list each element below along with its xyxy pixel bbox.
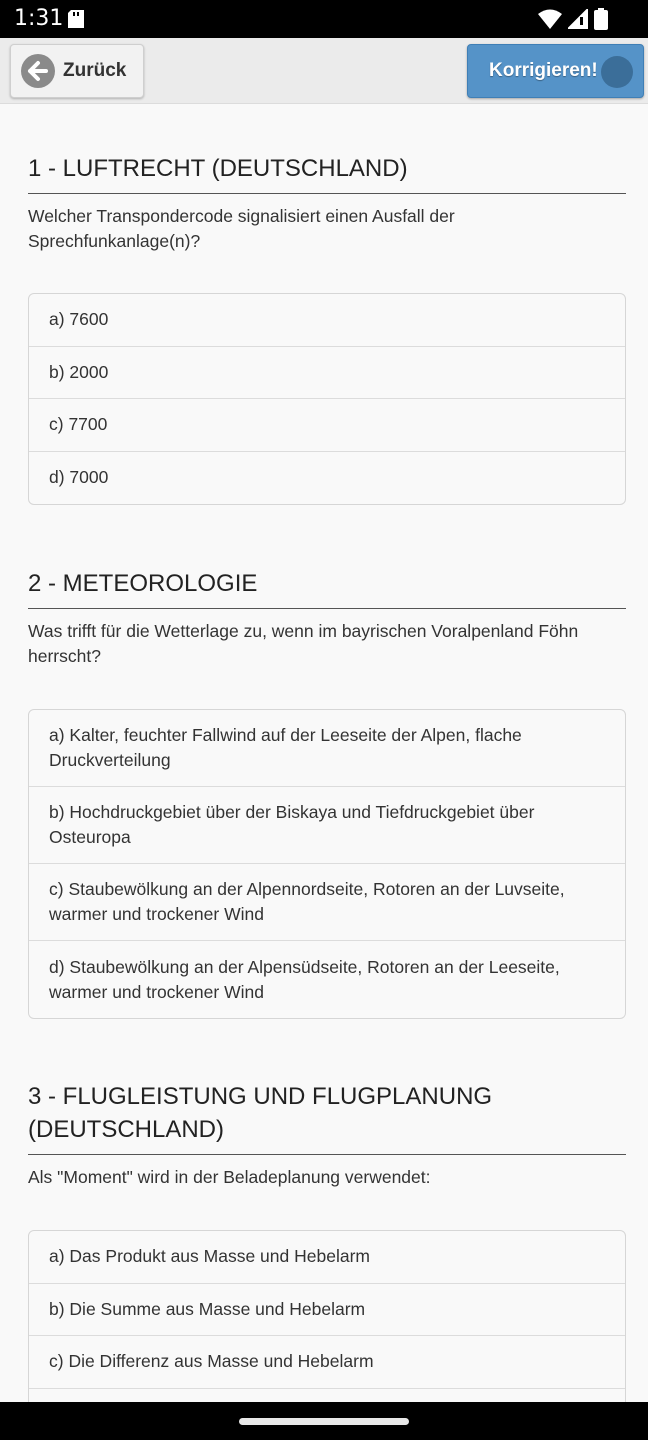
back-button-label: Zurück — [63, 60, 127, 81]
quiz-content[interactable] — [0, 104, 648, 1402]
answer-list — [28, 1230, 626, 1402]
answer-option[interactable]: b) Die Summe aus Masse und Hebelarm — [29, 1284, 625, 1337]
back-button[interactable] — [10, 44, 144, 98]
answer-option[interactable]: c) Staubewölkung an der Alpennordseite, Rotoren an der Luvseite, warmer und trockener Wind — [29, 864, 625, 941]
question-title: 1 - LUFTRECHT (DEUTSCHLAND) — [28, 152, 626, 194]
answer-option[interactable]: a) 7600 — [29, 294, 625, 347]
answer-option[interactable]: c) Die Differenz aus Masse und Hebelarm — [29, 1336, 625, 1389]
answer-option[interactable]: a) Kalter, feuchter Fallwind auf der Leeseite der Alpen, flache Druckverteilung — [29, 710, 625, 787]
answer-option[interactable]: d) Staubewölkung an der Alpensüdseite, Rotoren an der Leeseite, warmer und trockener Wind — [49, 956, 560, 1002]
answer-option-partial[interactable] — [29, 1389, 625, 1403]
status-time: 1:31 — [14, 6, 64, 31]
answer-option[interactable]: b) Hochdruckgebiet über der Biskaya und Tiefdruckgebiet über Osteuropa — [29, 787, 625, 864]
question-title: 3 - FLUGLEISTUNG UND FLUGPLANUNG (DEUTSCHLAND) — [28, 1080, 626, 1155]
answer-option[interactable]: a) Das Produkt aus Masse und Hebelarm — [29, 1231, 625, 1284]
question-text: Was trifft für die Wetterlage zu, wenn im bayrischen Voralpenland Föhn herrscht? — [28, 621, 579, 666]
cell-signal-icon — [568, 9, 588, 29]
loading-indicator-icon — [601, 56, 633, 88]
battery-icon — [594, 8, 608, 30]
question-text: Welcher Transpondercode signalisiert einen Ausfall der Sprechfunkanlage(n)? — [28, 206, 455, 251]
question-block — [28, 1080, 626, 1190]
answer-list — [28, 709, 626, 1019]
sd-card-icon — [68, 10, 84, 28]
answer-option[interactable]: b) 2000 — [29, 347, 625, 400]
answer-option[interactable]: d) 7000 — [49, 467, 109, 488]
question-block — [28, 152, 626, 254]
korrigieren-button[interactable] — [467, 44, 644, 98]
answer-option[interactable]: c) 7700 — [29, 399, 625, 452]
home-gesture-handle[interactable] — [239, 1418, 409, 1425]
top-toolbar — [0, 38, 648, 104]
system-navigation-bar — [0, 1402, 648, 1440]
korrigieren-button-label: Korrigieren! — [489, 60, 598, 81]
wifi-icon — [538, 9, 562, 29]
status-bar — [0, 0, 648, 38]
question-block — [28, 567, 626, 669]
question-title: 2 - METEOROLOGIE — [28, 567, 626, 609]
arrow-left-icon — [21, 54, 55, 88]
question-text: Als "Moment" wird in der Beladeplanung verwendet: — [28, 1167, 431, 1187]
answer-list — [28, 293, 626, 505]
